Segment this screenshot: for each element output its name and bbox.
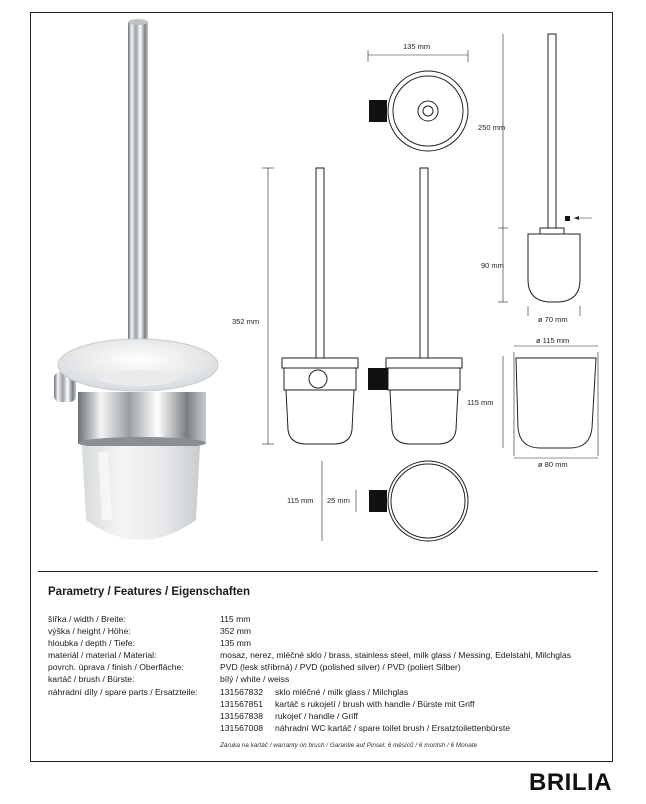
spec-value: 115 mm (220, 614, 251, 624)
warranty-note: Záruka na kartáč / warranty on brush / Garantie auf Pinsel: 6 měsíců / 6 montsh / 6 Monate (220, 742, 478, 749)
spare-code: 131567008 (220, 722, 264, 733)
spare-desc: kartáč s rukojetí / brush with handle / Bürste mit Griff (275, 698, 475, 709)
dim-cup-height: 115 mm (467, 398, 494, 407)
spec-value: PVD (lesk stříbrná) / PVD (polished silver) / PVD (poliert Silber) (220, 662, 461, 673)
spec-label: výška / height / Höhe: (48, 626, 131, 637)
spare-row (48, 722, 571, 734)
dim-bracket-depth: 115 mm (287, 496, 314, 505)
spare-row (48, 710, 571, 722)
cup-view (503, 346, 598, 458)
product-photo (54, 19, 218, 540)
dim-top-height: 250 mm (478, 123, 506, 132)
dim-cup-bottom: ø 80 mm (538, 460, 568, 469)
spec-value: 352 mm (220, 626, 252, 637)
dim-bracket-height: 25 mm (327, 496, 350, 505)
brand-logo: BRILIA (529, 769, 612, 796)
spare-label: náhradní díly / spare parts / Ersatzteile: (48, 686, 198, 697)
front-view-a (262, 168, 358, 444)
dim-brush-diameter: ø 70 mm (538, 315, 568, 324)
spec-row (48, 661, 571, 673)
features-heading: Parametry / Features / Eigenschaften (48, 586, 250, 598)
arrow-icon (574, 216, 579, 220)
spec-row (48, 673, 571, 685)
features-table (48, 613, 571, 734)
spec-row (48, 613, 571, 625)
dim-cup-top: ø 115 mm (536, 336, 570, 345)
front-view-b (368, 168, 462, 444)
dim-top-width: 135 mm (403, 42, 431, 51)
spare-code: 131567832 (220, 686, 264, 697)
spare-desc: sklo mléčné / milk glass / Milchglas (275, 686, 409, 697)
spare-code: 131567838 (220, 710, 264, 721)
spec-label: materiál / material / Material: (48, 650, 157, 661)
spec-row (48, 625, 571, 637)
brush-view (498, 34, 592, 316)
spare-desc: náhradní WC kartáč / spare toilet brush / Ersatztoilettenbürste (275, 722, 511, 733)
spare-desc: rukojeť / handle / Griff (275, 710, 358, 721)
spec-label: povrch. úprava / finish / Oberfläche: (48, 662, 184, 673)
spec-row (48, 637, 571, 649)
spec-row (48, 649, 571, 661)
dim-brush-head: 90 mm (481, 261, 504, 270)
spec-label: kartáč / brush / Bürste: (48, 674, 135, 685)
dim-front-height: 352 mm (232, 317, 260, 326)
spare-row (48, 698, 571, 710)
spec-label: šířka / width / Breite: (48, 614, 126, 624)
spec-value: mosaz, nerez, mléčné sklo / brass, stainless steel, milk glass / Messing, Edelstahl, Milchglas (220, 650, 572, 661)
spec-value: bílý / white / weiss (220, 674, 290, 685)
section-divider (38, 571, 598, 572)
spare-code: 131567851 (220, 698, 264, 709)
spec-label: hloubka / depth / Tiefe: (48, 638, 135, 649)
spec-value: 135 mm (220, 638, 252, 649)
spare-row (48, 686, 571, 698)
